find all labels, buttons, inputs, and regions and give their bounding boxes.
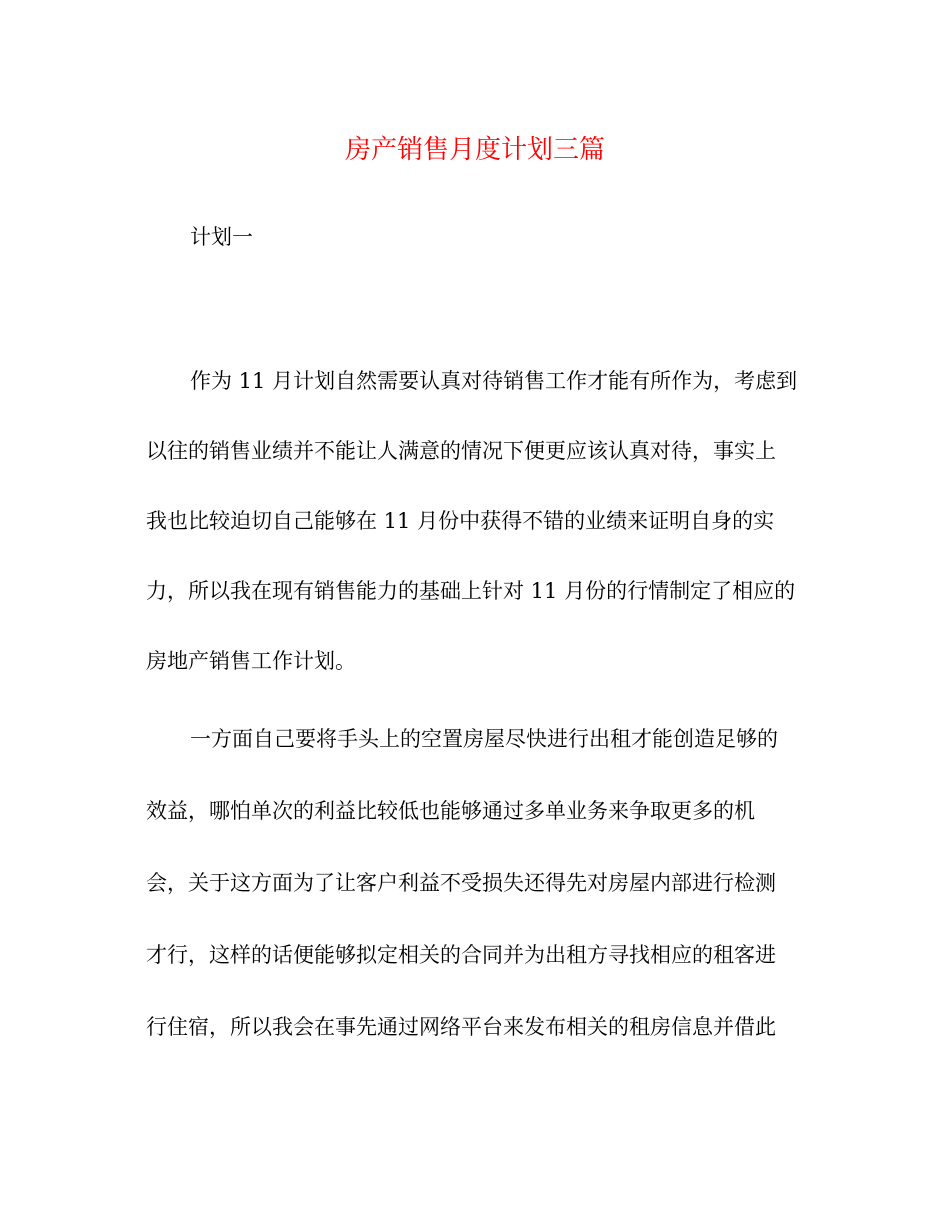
paragraph-line: 才行，这样的话便能够拟定相关的合同并为出租方寻找相应的租客进 xyxy=(146,943,776,967)
section-heading: 计划一 xyxy=(190,225,253,249)
paragraph-line: 效益，哪怕单次的利益比较低也能够通过多单业务来争取更多的机 xyxy=(146,799,755,823)
paragraph-line: 力，所以我在现有销售能力的基础上针对 11 月份的行情制定了相应的 xyxy=(146,579,796,603)
document-title: 房产销售月度计划三篇 xyxy=(344,135,605,165)
paragraph-line: 以往的销售业绩并不能让人满意的情况下便更应该认真对待，事实上 xyxy=(146,439,776,463)
paragraph-line: 我也比较迫切自己能够在 11 月份中获得不错的业绩来证明自身的实 xyxy=(146,509,775,533)
paragraph-line: 作为 11 月计划自然需要认真对待销售工作才能有所作为，考虑到 xyxy=(190,369,798,393)
paragraph-line: 行住宿，所以我会在事先通过网络平台来发布相关的租房信息并借此 xyxy=(146,1015,776,1039)
paragraph-line: 一方面自己要将手头上的空置房屋尽快进行出租才能创造足够的 xyxy=(190,727,778,751)
paragraph-line: 房地产销售工作计划。 xyxy=(146,649,356,673)
paragraph-line: 会，关于这方面为了让客户利益不受损失还得先对房屋内部进行检测 xyxy=(146,871,776,895)
